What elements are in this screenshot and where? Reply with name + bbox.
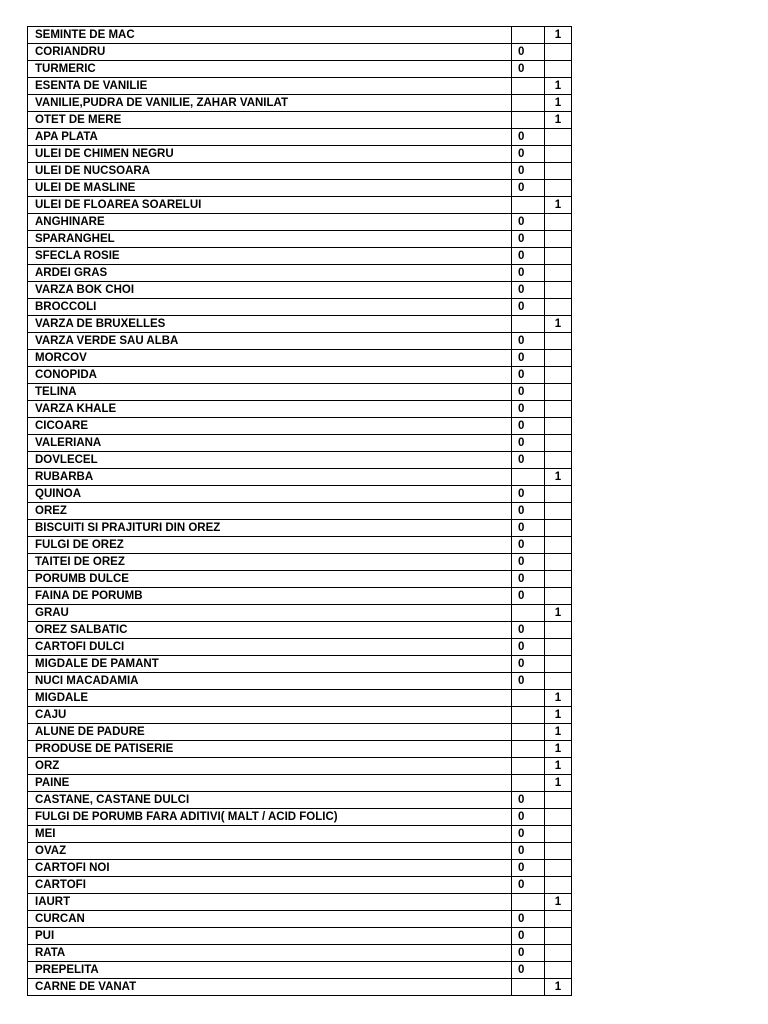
table-row [28, 486, 572, 503]
zero-mark-cell [512, 894, 545, 911]
food-name-cell: OVAZ [28, 843, 512, 860]
one-mark-cell [545, 214, 572, 231]
table-row [28, 911, 572, 928]
food-name-cell: CORIANDRU [28, 44, 512, 61]
one-mark-cell [545, 180, 572, 197]
table-row [28, 333, 572, 350]
one-mark-cell: 1 [545, 469, 572, 486]
one-mark-cell [545, 418, 572, 435]
zero-mark-cell: 0 [512, 299, 545, 316]
zero-mark-cell: 0 [512, 877, 545, 894]
zero-mark-cell: 0 [512, 265, 545, 282]
one-mark-cell [545, 401, 572, 418]
table-row [28, 350, 572, 367]
zero-mark-cell [512, 707, 545, 724]
table-row [28, 112, 572, 129]
one-mark-cell: 1 [545, 707, 572, 724]
one-mark-cell [545, 452, 572, 469]
food-name-cell: CONOPIDA [28, 367, 512, 384]
food-name-cell: VANILIE,PUDRA DE VANILIE, ZAHAR VANILAT [28, 95, 512, 112]
zero-mark-cell: 0 [512, 588, 545, 605]
one-mark-cell: 1 [545, 690, 572, 707]
one-mark-cell: 1 [545, 112, 572, 129]
table-row [28, 877, 572, 894]
zero-mark-cell [512, 78, 545, 95]
table-row [28, 180, 572, 197]
zero-mark-cell: 0 [512, 61, 545, 78]
zero-mark-cell: 0 [512, 520, 545, 537]
table-row [28, 826, 572, 843]
one-mark-cell: 1 [545, 775, 572, 792]
food-name-cell: VALERIANA [28, 435, 512, 452]
table-row [28, 741, 572, 758]
one-mark-cell [545, 792, 572, 809]
zero-mark-cell [512, 197, 545, 214]
zero-mark-cell: 0 [512, 928, 545, 945]
table-row [28, 27, 572, 44]
food-name-cell: TAITEI DE OREZ [28, 554, 512, 571]
one-mark-cell [545, 639, 572, 656]
food-name-cell: ULEI DE NUCSOARA [28, 163, 512, 180]
food-name-cell: ULEI DE FLOAREA SOARELUI [28, 197, 512, 214]
zero-mark-cell [512, 724, 545, 741]
zero-mark-cell [512, 316, 545, 333]
one-mark-cell [545, 673, 572, 690]
table-row [28, 61, 572, 78]
zero-mark-cell: 0 [512, 639, 545, 656]
food-name-cell: CURCAN [28, 911, 512, 928]
zero-mark-cell: 0 [512, 231, 545, 248]
food-name-cell: OREZ SALBATIC [28, 622, 512, 639]
food-name-cell: ARDEI GRAS [28, 265, 512, 282]
food-name-cell: VARZA KHALE [28, 401, 512, 418]
table-row [28, 265, 572, 282]
food-name-cell: CAJU [28, 707, 512, 724]
one-mark-cell: 1 [545, 78, 572, 95]
zero-mark-cell: 0 [512, 214, 545, 231]
one-mark-cell: 1 [545, 316, 572, 333]
one-mark-cell: 1 [545, 758, 572, 775]
table-row [28, 979, 572, 996]
zero-mark-cell: 0 [512, 180, 545, 197]
zero-mark-cell: 0 [512, 129, 545, 146]
zero-mark-cell: 0 [512, 282, 545, 299]
food-name-cell: SFECLA ROSIE [28, 248, 512, 265]
food-name-cell: CARTOFI NOI [28, 860, 512, 877]
table-row [28, 282, 572, 299]
food-table [27, 26, 572, 996]
table-row [28, 197, 572, 214]
food-name-cell: BROCCOLI [28, 299, 512, 316]
one-mark-cell [545, 520, 572, 537]
zero-mark-cell: 0 [512, 146, 545, 163]
zero-mark-cell [512, 758, 545, 775]
zero-mark-cell: 0 [512, 44, 545, 61]
zero-mark-cell [512, 95, 545, 112]
one-mark-cell [545, 928, 572, 945]
table-row [28, 554, 572, 571]
table-row [28, 673, 572, 690]
food-name-cell: SPARANGHEL [28, 231, 512, 248]
food-name-cell: MIGDALE DE PAMANT [28, 656, 512, 673]
zero-mark-cell: 0 [512, 945, 545, 962]
table-row [28, 129, 572, 146]
food-name-cell: TELINA [28, 384, 512, 401]
one-mark-cell: 1 [545, 27, 572, 44]
food-name-cell: CICOARE [28, 418, 512, 435]
one-mark-cell [545, 503, 572, 520]
one-mark-cell [545, 843, 572, 860]
zero-mark-cell: 0 [512, 554, 545, 571]
zero-mark-cell: 0 [512, 452, 545, 469]
table-row [28, 384, 572, 401]
table-row [28, 44, 572, 61]
one-mark-cell [545, 350, 572, 367]
one-mark-cell [545, 248, 572, 265]
zero-mark-cell: 0 [512, 248, 545, 265]
one-mark-cell [545, 129, 572, 146]
one-mark-cell [545, 146, 572, 163]
one-mark-cell [545, 622, 572, 639]
table-row [28, 367, 572, 384]
table-row [28, 418, 572, 435]
table-row [28, 248, 572, 265]
food-name-cell: ALUNE DE PADURE [28, 724, 512, 741]
food-name-cell: MEI [28, 826, 512, 843]
food-name-cell: CASTANE, CASTANE DULCI [28, 792, 512, 809]
food-name-cell: ULEI DE CHIMEN NEGRU [28, 146, 512, 163]
food-name-cell: FULGI DE PORUMB FARA ADITIVI( MALT / ACID FOLIC) [28, 809, 512, 826]
food-name-cell: APA PLATA [28, 129, 512, 146]
table-row [28, 401, 572, 418]
one-mark-cell [545, 265, 572, 282]
food-name-cell: OREZ [28, 503, 512, 520]
one-mark-cell [545, 554, 572, 571]
table-row [28, 656, 572, 673]
one-mark-cell [545, 962, 572, 979]
table-row [28, 503, 572, 520]
food-name-cell: PAINE [28, 775, 512, 792]
table-row [28, 690, 572, 707]
zero-mark-cell: 0 [512, 792, 545, 809]
food-name-cell: QUINOA [28, 486, 512, 503]
zero-mark-cell [512, 690, 545, 707]
one-mark-cell: 1 [545, 894, 572, 911]
table-row [28, 639, 572, 656]
table-row [28, 622, 572, 639]
table-row [28, 792, 572, 809]
food-name-cell: ULEI DE MASLINE [28, 180, 512, 197]
zero-mark-cell [512, 469, 545, 486]
food-name-cell: GRAU [28, 605, 512, 622]
food-name-cell: OTET DE MERE [28, 112, 512, 129]
table-row [28, 945, 572, 962]
zero-mark-cell: 0 [512, 418, 545, 435]
one-mark-cell [545, 44, 572, 61]
one-mark-cell [545, 282, 572, 299]
table-row [28, 163, 572, 180]
zero-mark-cell: 0 [512, 962, 545, 979]
zero-mark-cell [512, 775, 545, 792]
food-name-cell: CARNE DE VANAT [28, 979, 512, 996]
table-row [28, 316, 572, 333]
zero-mark-cell: 0 [512, 622, 545, 639]
food-name-cell: FULGI DE OREZ [28, 537, 512, 554]
table-row [28, 894, 572, 911]
zero-mark-cell: 0 [512, 401, 545, 418]
one-mark-cell: 1 [545, 95, 572, 112]
food-name-cell: FAINA DE PORUMB [28, 588, 512, 605]
one-mark-cell [545, 486, 572, 503]
food-name-cell: PREPELITA [28, 962, 512, 979]
food-name-cell: BISCUITI SI PRAJITURI DIN OREZ [28, 520, 512, 537]
table-row [28, 809, 572, 826]
table-row [28, 537, 572, 554]
zero-mark-cell: 0 [512, 333, 545, 350]
food-table-body [28, 27, 572, 996]
table-row [28, 469, 572, 486]
table-row [28, 724, 572, 741]
table-row [28, 605, 572, 622]
zero-mark-cell: 0 [512, 843, 545, 860]
zero-mark-cell: 0 [512, 826, 545, 843]
food-name-cell: DOVLECEL [28, 452, 512, 469]
food-name-cell: RUBARBA [28, 469, 512, 486]
one-mark-cell [545, 826, 572, 843]
food-name-cell: NUCI MACADAMIA [28, 673, 512, 690]
table-row [28, 588, 572, 605]
zero-mark-cell: 0 [512, 503, 545, 520]
table-row [28, 435, 572, 452]
one-mark-cell [545, 163, 572, 180]
one-mark-cell [545, 656, 572, 673]
one-mark-cell [545, 860, 572, 877]
food-name-cell: ANGHINARE [28, 214, 512, 231]
table-row [28, 707, 572, 724]
one-mark-cell [545, 61, 572, 78]
table-row [28, 78, 572, 95]
zero-mark-cell: 0 [512, 486, 545, 503]
food-name-cell: VARZA BOK CHOI [28, 282, 512, 299]
food-name-cell: PUI [28, 928, 512, 945]
zero-mark-cell: 0 [512, 435, 545, 452]
food-name-cell: MIGDALE [28, 690, 512, 707]
table-row [28, 962, 572, 979]
food-name-cell: CARTOFI [28, 877, 512, 894]
food-name-cell: VARZA VERDE SAU ALBA [28, 333, 512, 350]
one-mark-cell [545, 435, 572, 452]
table-row [28, 775, 572, 792]
one-mark-cell [545, 809, 572, 826]
table-row [28, 843, 572, 860]
zero-mark-cell [512, 979, 545, 996]
zero-mark-cell: 0 [512, 367, 545, 384]
one-mark-cell [545, 877, 572, 894]
table-row [28, 214, 572, 231]
zero-mark-cell: 0 [512, 163, 545, 180]
one-mark-cell [545, 384, 572, 401]
one-mark-cell [545, 911, 572, 928]
one-mark-cell [545, 231, 572, 248]
zero-mark-cell: 0 [512, 571, 545, 588]
one-mark-cell: 1 [545, 741, 572, 758]
zero-mark-cell: 0 [512, 350, 545, 367]
one-mark-cell [545, 945, 572, 962]
table-row [28, 95, 572, 112]
table-row [28, 571, 572, 588]
food-name-cell: RATA [28, 945, 512, 962]
zero-mark-cell [512, 112, 545, 129]
zero-mark-cell: 0 [512, 656, 545, 673]
food-name-cell: ESENTA DE VANILIE [28, 78, 512, 95]
one-mark-cell [545, 299, 572, 316]
table-row [28, 758, 572, 775]
food-name-cell: PORUMB DULCE [28, 571, 512, 588]
table-row [28, 928, 572, 945]
zero-mark-cell: 0 [512, 860, 545, 877]
one-mark-cell [545, 537, 572, 554]
food-name-cell: IAURT [28, 894, 512, 911]
one-mark-cell: 1 [545, 605, 572, 622]
one-mark-cell: 1 [545, 724, 572, 741]
one-mark-cell [545, 588, 572, 605]
table-row [28, 231, 572, 248]
table-row [28, 452, 572, 469]
zero-mark-cell: 0 [512, 673, 545, 690]
table-row [28, 146, 572, 163]
table-row [28, 299, 572, 316]
food-name-cell: ORZ [28, 758, 512, 775]
food-name-cell: MORCOV [28, 350, 512, 367]
food-name-cell: CARTOFI DULCI [28, 639, 512, 656]
table-row [28, 860, 572, 877]
food-name-cell: PRODUSE DE PATISERIE [28, 741, 512, 758]
food-name-cell: SEMINTE DE MAC [28, 27, 512, 44]
zero-mark-cell [512, 605, 545, 622]
food-name-cell: TURMERIC [28, 61, 512, 78]
table-row [28, 520, 572, 537]
food-name-cell: VARZA DE BRUXELLES [28, 316, 512, 333]
zero-mark-cell: 0 [512, 537, 545, 554]
zero-mark-cell: 0 [512, 809, 545, 826]
zero-mark-cell: 0 [512, 911, 545, 928]
one-mark-cell: 1 [545, 197, 572, 214]
one-mark-cell [545, 571, 572, 588]
zero-mark-cell [512, 741, 545, 758]
one-mark-cell [545, 367, 572, 384]
zero-mark-cell: 0 [512, 384, 545, 401]
one-mark-cell: 1 [545, 979, 572, 996]
zero-mark-cell [512, 27, 545, 44]
one-mark-cell [545, 333, 572, 350]
